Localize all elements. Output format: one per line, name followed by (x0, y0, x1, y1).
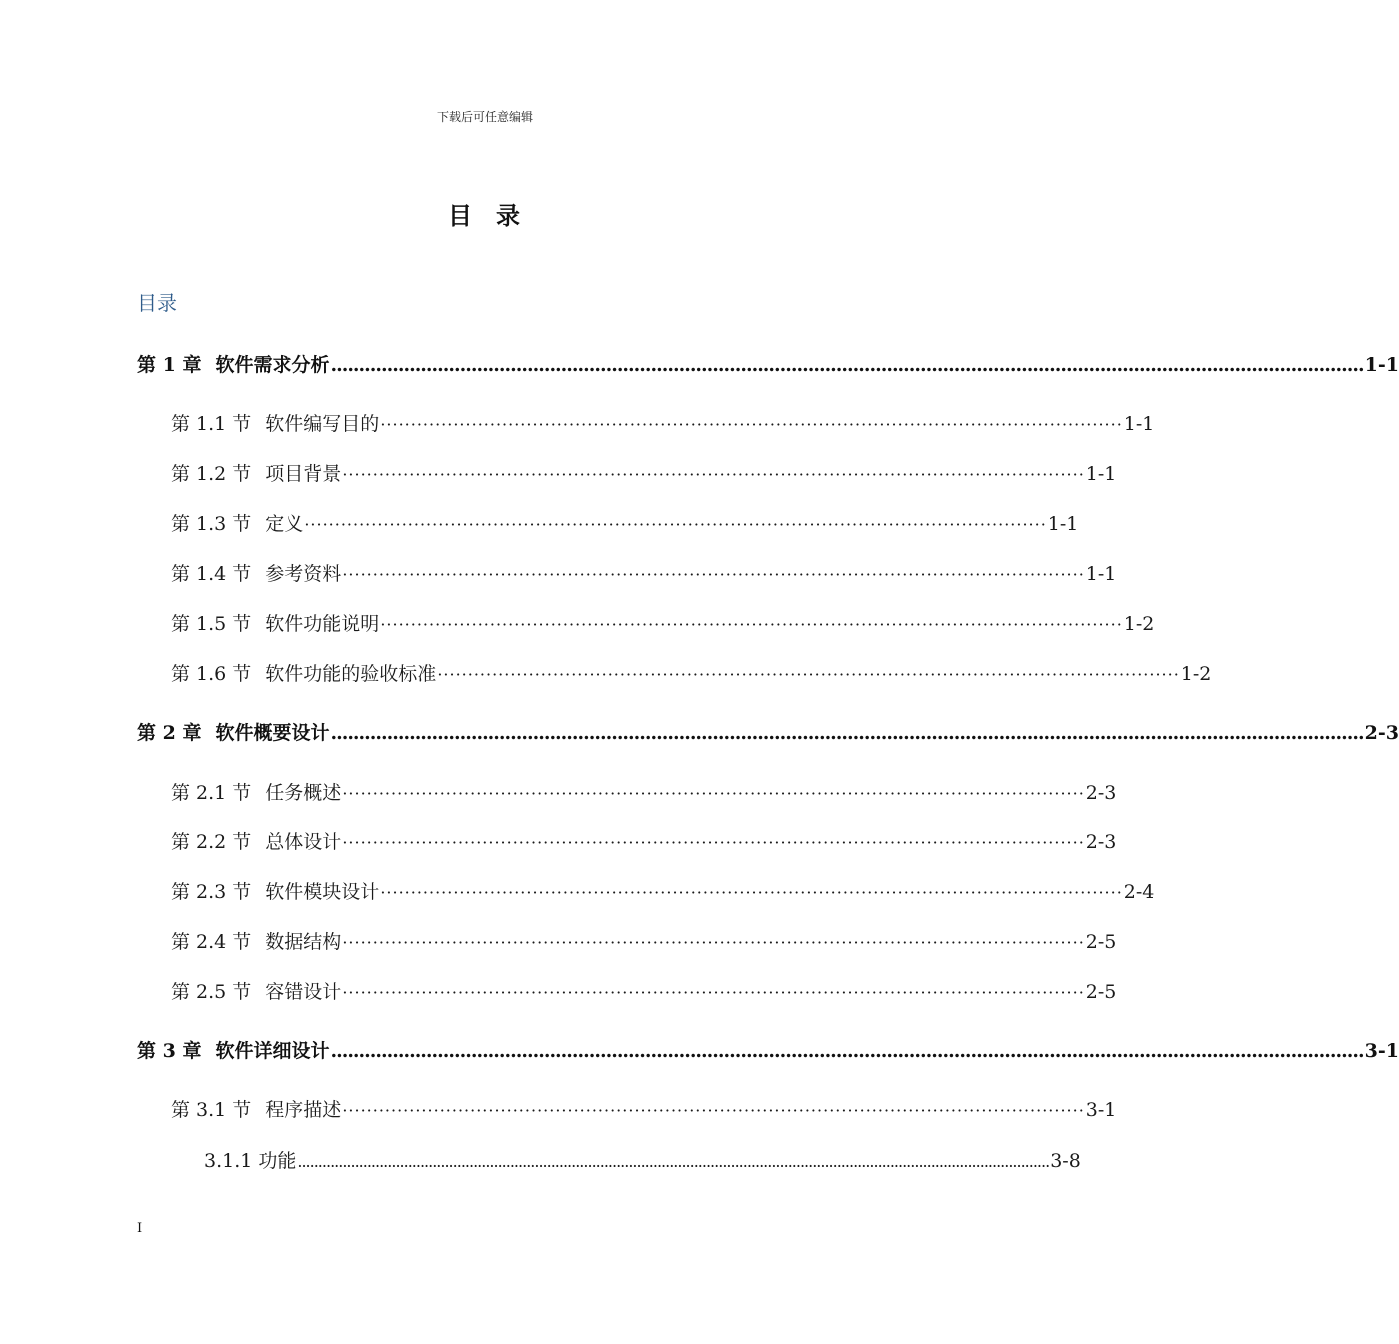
toc-entry-name: 数据结构 (265, 931, 342, 953)
dot-leader: ·························································································································· (380, 883, 1123, 902)
toc-chapter-2[interactable] (137, 718, 1399, 745)
toc-entry-prefix: 第 2.3 节 (171, 881, 252, 903)
dot-leader: ........................................................................................................................................................................................ (330, 354, 1364, 376)
toc-entry-page: 3-8 (1050, 1150, 1081, 1172)
toc-entry-page: 2-3 (1085, 831, 1117, 853)
toc-chapter-3[interactable] (137, 1036, 1399, 1063)
toc-entry-page: 2-5 (1085, 981, 1117, 1003)
toc-entry-page: 1-1 (1364, 354, 1399, 376)
toc-entry-name: 软件详细设计 (215, 1040, 330, 1062)
toc-entry-prefix: 第 2.4 节 (171, 931, 252, 953)
toc-section-1-3[interactable] (171, 509, 1079, 536)
toc-entry-prefix: 第 1.4 节 (171, 563, 252, 585)
toc-section-1-4[interactable] (171, 559, 1117, 586)
toc-entry-page: 1-1 (1123, 413, 1155, 435)
toc-section-2-5[interactable] (171, 977, 1117, 1004)
dot-leader: ·························································································································· (437, 665, 1180, 684)
title-char-2: 录 (496, 201, 522, 230)
toc-entry-prefix: 第 2.5 节 (171, 981, 252, 1003)
dot-leader: ........................................................................................................................................................................................ (330, 722, 1364, 744)
dot-leader: ........................................................................................................................................................................................ (330, 1040, 1364, 1062)
toc-entry-name: 软件编写目的 (265, 413, 380, 435)
toc-entry-page: 1-1 (1047, 513, 1079, 535)
dot-leader: ·························································································································· (304, 515, 1047, 534)
toc-section-1-2[interactable] (171, 459, 1117, 486)
toc-chapter-1[interactable] (137, 350, 1399, 377)
toc-section-2-3[interactable] (171, 877, 1155, 904)
toc-section-1-5[interactable] (171, 609, 1155, 636)
toc-entry-name: 参考资料 (265, 563, 342, 585)
toc-entry-page: 2-3 (1364, 722, 1399, 744)
toc-entry-prefix: 第 1.6 节 (171, 663, 252, 685)
toc-subsection-3-1-1[interactable] (204, 1146, 1081, 1173)
toc-entry-prefix: 第 1.5 节 (171, 613, 252, 635)
toc-entry-name: 软件概要设计 (215, 722, 330, 744)
title-char-1: 目 (448, 201, 474, 230)
toc-entry-name: 程序描述 (265, 1099, 342, 1121)
toc-entry-prefix: 第 1.1 节 (171, 413, 252, 435)
toc-entry-page: 3-1 (1085, 1099, 1117, 1121)
toc-entry-name: 软件模块设计 (265, 881, 380, 903)
dot-leader: ·························································································································· (342, 1101, 1085, 1120)
toc-entry-name: 定义 (265, 513, 304, 535)
dot-leader: ·························································································································· (342, 983, 1085, 1002)
toc-section-2-1[interactable] (171, 778, 1117, 805)
dot-leader: ·························································································································· (342, 833, 1085, 852)
toc-entry-page: 2-3 (1085, 782, 1117, 804)
dot-leader: ·························································································································· (380, 615, 1123, 634)
page-number: I (137, 1221, 143, 1236)
toc-entry-name: 容错设计 (265, 981, 342, 1003)
dot-leader: ·························································································································· (342, 565, 1085, 584)
dot-leader: ·························································································································· (380, 415, 1123, 434)
toc-entry-prefix: 第 1.2 节 (171, 463, 252, 485)
toc-entry-page: 3-1 (1364, 1040, 1399, 1062)
toc-entry-name: 总体设计 (265, 831, 342, 853)
dot-leader: ·························································································································· (342, 933, 1085, 952)
toc-entry-prefix: 第 1.3 节 (171, 513, 252, 535)
toc-entry-prefix: 第 3 章 (137, 1040, 202, 1062)
toc-section-1-1[interactable] (171, 409, 1155, 436)
toc-entry-name: 功能 (258, 1150, 297, 1172)
toc-section-3-1[interactable] (171, 1095, 1117, 1122)
toc-entry-prefix: 第 2.1 节 (171, 782, 252, 804)
toc-entry-prefix: 3.1.1 (204, 1150, 253, 1172)
toc-entry-page: 1-1 (1085, 463, 1117, 485)
toc-entry-page: 2-4 (1123, 881, 1155, 903)
toc-entry-name: 项目背景 (265, 463, 342, 485)
toc-entry-prefix: 第 1 章 (137, 354, 202, 376)
toc-entry-prefix: 第 2 章 (137, 722, 202, 744)
toc-entry-name: 软件需求分析 (215, 354, 330, 376)
toc-section-2-2[interactable] (171, 827, 1117, 854)
toc-section-2-4[interactable] (171, 927, 1117, 954)
toc-entry-name: 软件功能说明 (265, 613, 380, 635)
toc-section-1-6[interactable] (171, 659, 1212, 686)
toc-heading: 目录 (137, 291, 177, 315)
toc-entry-page: 1-2 (1180, 663, 1212, 685)
dot-leader: ·························································································································· (342, 784, 1085, 803)
dot-leader: ·························································································································· (342, 465, 1085, 484)
dot-leader: ........................................................................................................................................................................................ (297, 1152, 1050, 1171)
toc-entry-prefix: 第 3.1 节 (171, 1099, 252, 1121)
page-header: 下载后可任意编辑 (436, 110, 533, 124)
toc-entry-name: 任务概述 (265, 782, 342, 804)
toc-entry-name: 软件功能的验收标准 (265, 663, 437, 685)
toc-entry-prefix: 第 2.2 节 (171, 831, 252, 853)
toc-entry-page: 2-5 (1085, 931, 1117, 953)
toc-entry-page: 1-2 (1123, 613, 1155, 635)
toc-entry-page: 1-1 (1085, 563, 1117, 585)
